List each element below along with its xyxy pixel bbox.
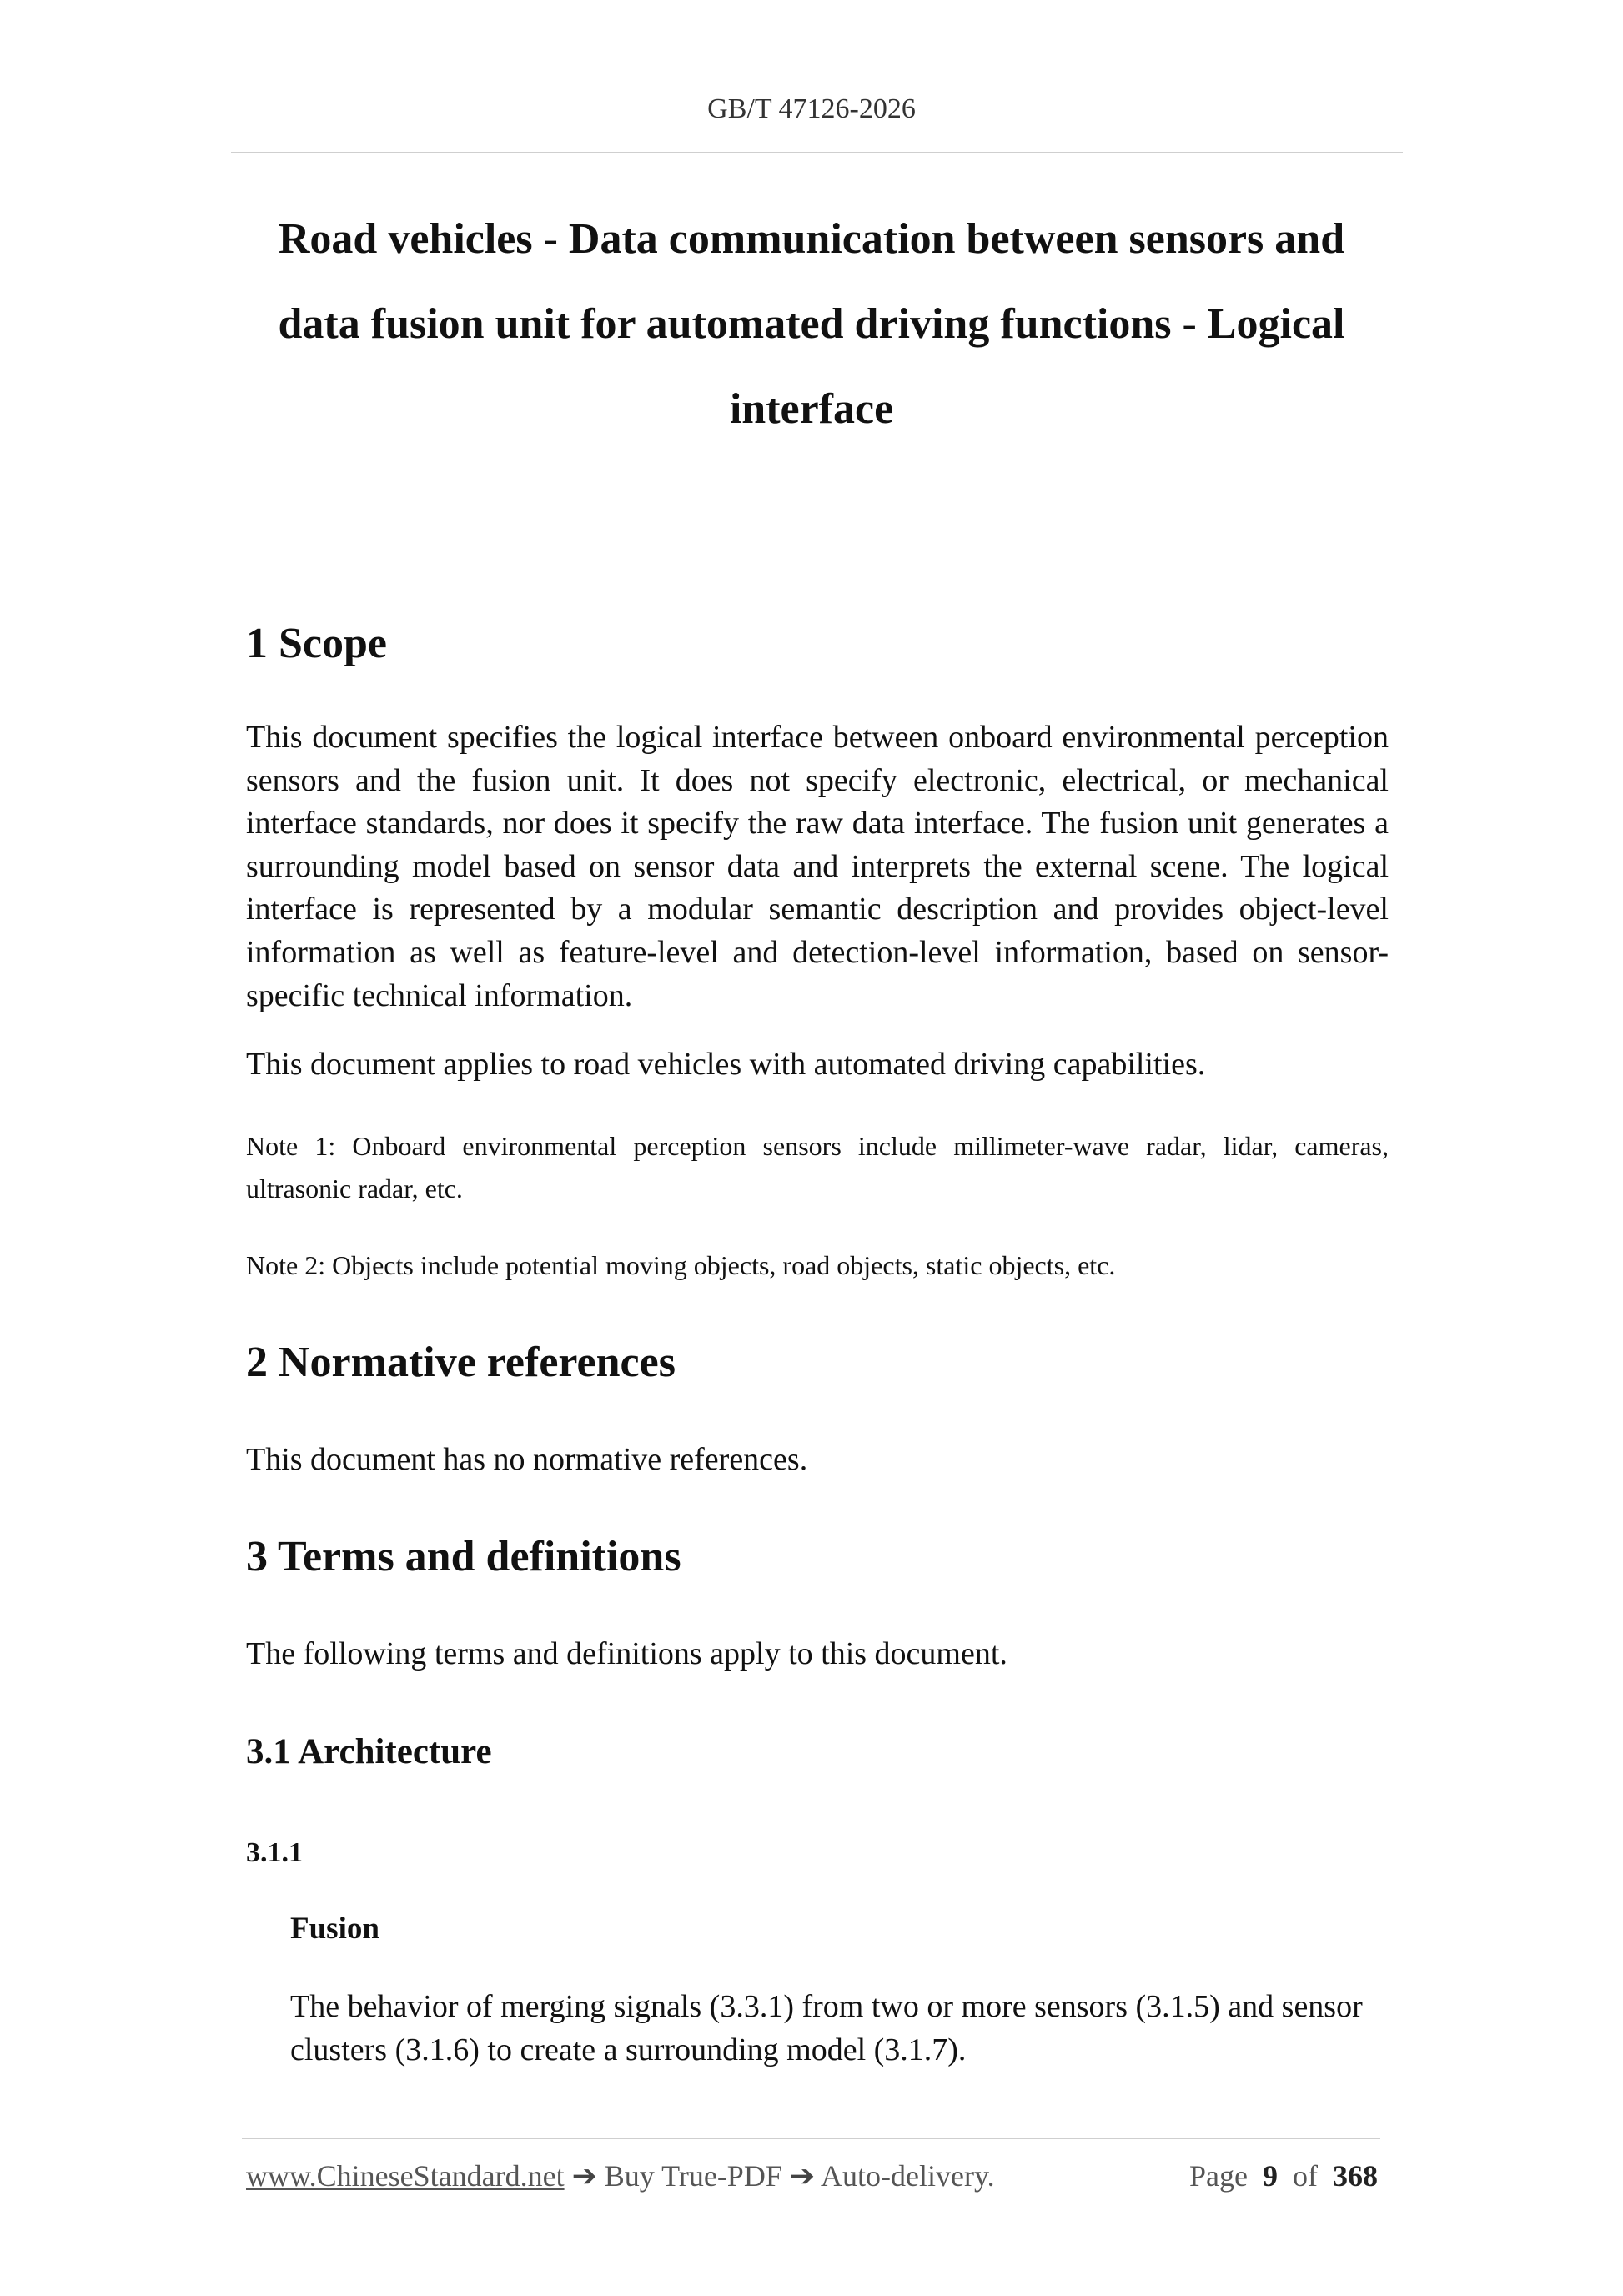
term-entry-number: 3.1.1	[246, 1837, 303, 1868]
page-current: 9	[1263, 2159, 1278, 2193]
scope-note-2: Note 2: Objects include potential moving objects, road objects, static objects, etc.	[246, 1250, 1116, 1280]
title-line-3: interface	[729, 385, 894, 433]
page-indicator	[1184, 2158, 1378, 2193]
document-title	[250, 197, 1373, 452]
section-3-heading: 3 Terms and definitions	[246, 1533, 681, 1580]
subsection-3-1-heading: 3.1 Architecture	[246, 1732, 492, 1771]
footer-promo	[246, 2158, 995, 2193]
term-name: Fusion	[290, 1912, 379, 1946]
section-2-heading: 2 Normative references	[246, 1339, 676, 1386]
scope-note-1: Note 1: Onboard environmental perception sensors include millimeter-wave radar, lidar, cameras, ultrasonic radar, etc.	[246, 1131, 1389, 1203]
buy-true-pdf-text: Buy True-PDF	[604, 2159, 782, 2193]
auto-delivery-text: Auto-delivery.	[821, 2159, 995, 2193]
scope-paragraph-2: This document applies to road vehicles with automated driving capabilities.	[246, 1047, 1206, 1082]
title-line-2: data fusion unit for automated driving functions - Logical	[278, 300, 1345, 348]
term-definition: The behavior of merging signals (3.3.1) from two or more sensors (3.1.5) and sensor clusters (3.1.6) to create a surrounding model (3.1.7).	[290, 1989, 1363, 2067]
normative-references-paragraph: This document has no normative references.	[246, 1442, 808, 1477]
page-total: 368	[1333, 2159, 1378, 2193]
terms-intro-paragraph: The following terms and definitions apply to this document.	[246, 1636, 1007, 1671]
arrow-right-icon: ➔	[571, 2159, 597, 2193]
scope-paragraph-1: This document specifies the logical interface between onboard environmental perception sensors and the fusion unit. It does not specify electronic, electrical, or mechanical interface standards, nor does it specify the raw data interface. The fusion unit generates a surrounding model based on sensor data and interprets the external scene. The logical interface is represented by a modular semantic description and provides object-level information as well as feature-level and detection-level information, based on sensor-specific technical information.	[246, 720, 1389, 1013]
header-divider	[231, 152, 1403, 153]
page-of-label: of	[1293, 2159, 1318, 2193]
section-1-heading: 1 Scope	[246, 620, 387, 667]
page-label: Page	[1189, 2159, 1248, 2193]
site-link[interactable]: www.ChineseStandard.net	[246, 2159, 565, 2193]
arrow-right-icon: ➔	[789, 2159, 816, 2193]
title-line-1: Road vehicles - Data communication between sensors and	[278, 215, 1345, 263]
footer-divider	[242, 2138, 1380, 2139]
header-standard-number: GB/T 47126-2026	[707, 93, 916, 124]
